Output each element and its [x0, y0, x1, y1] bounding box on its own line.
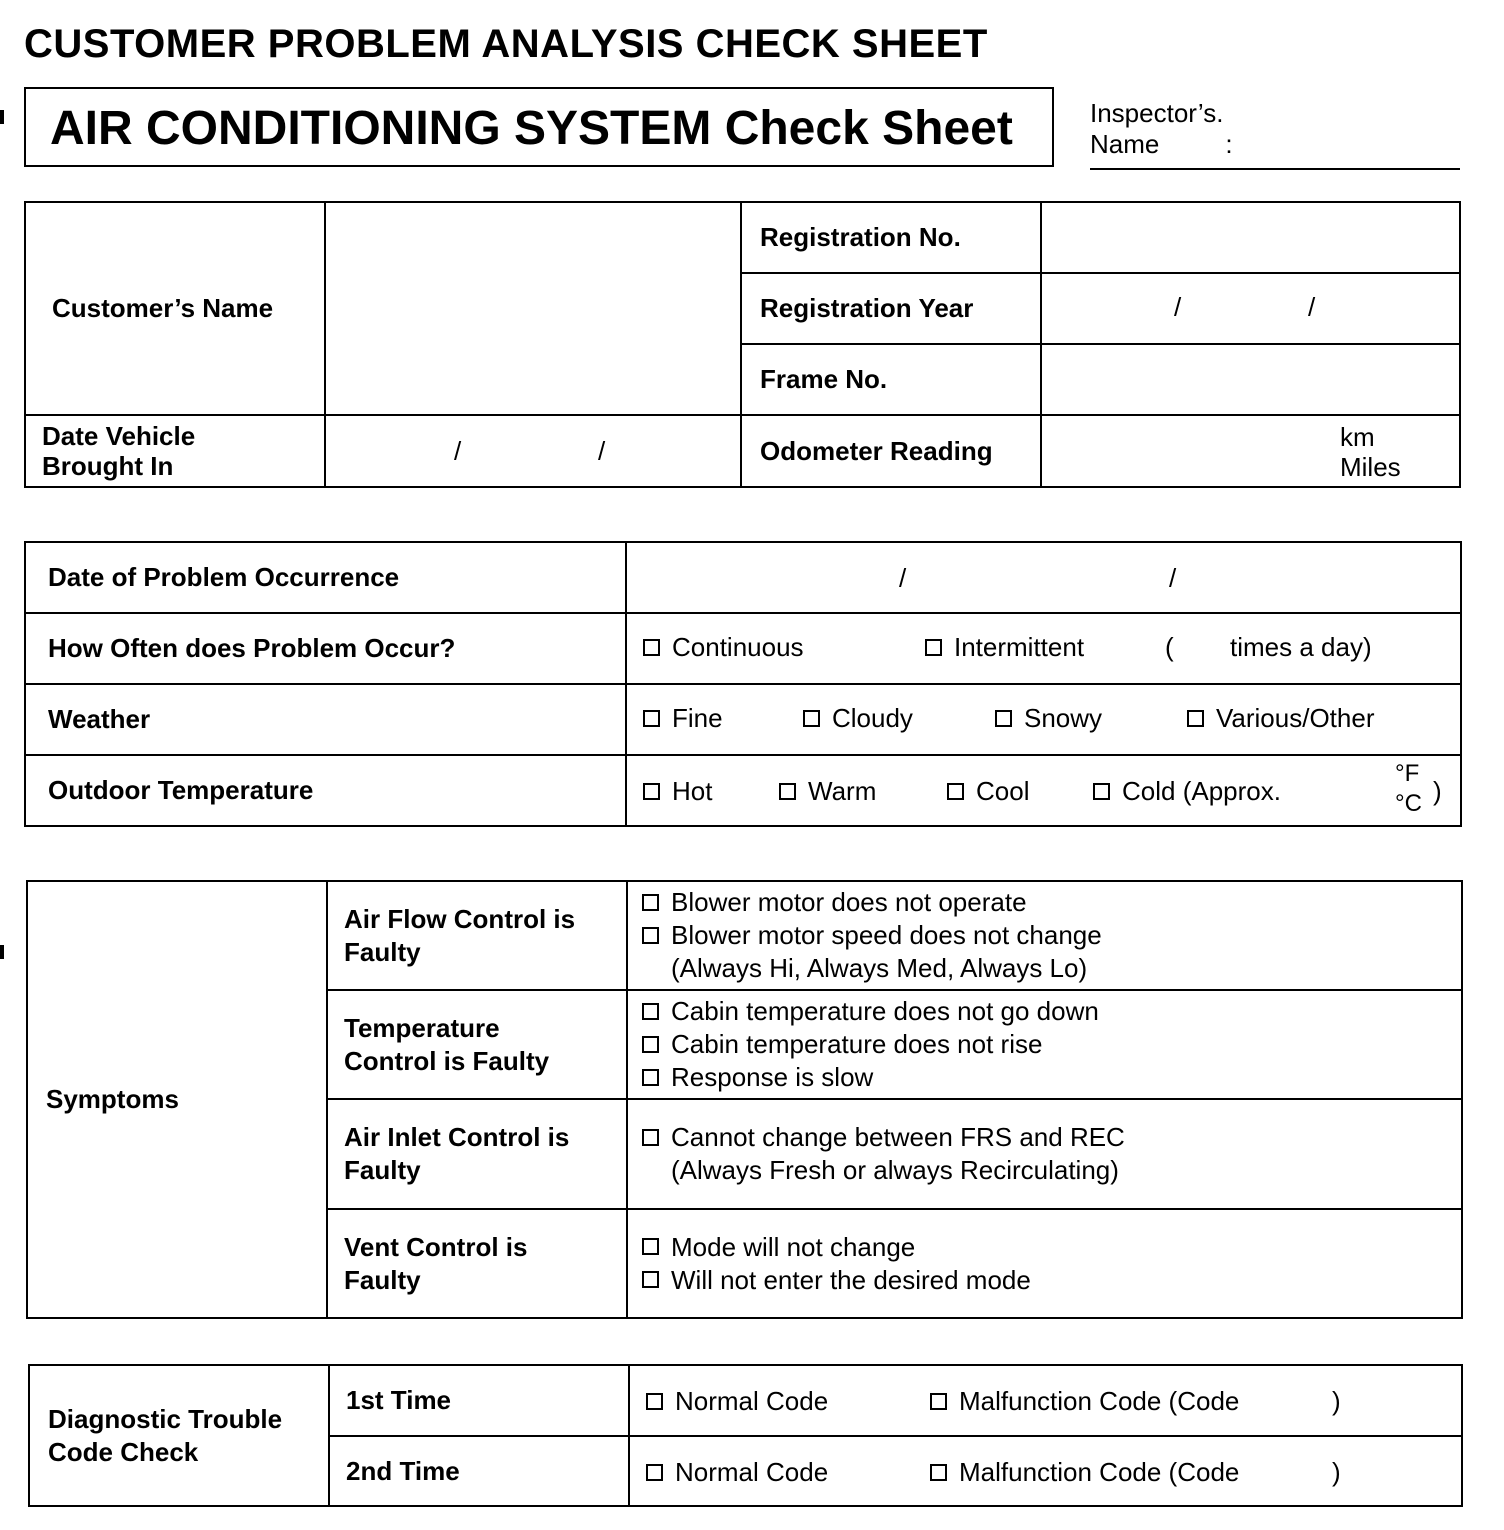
checkbox[interactable]	[930, 1393, 947, 1410]
option-label: Malfunction Code (Code	[959, 1457, 1240, 1487]
option-label: Warm	[808, 776, 877, 806]
weather-options	[626, 684, 1461, 755]
times-a-day-label: times a day)	[1230, 632, 1372, 662]
how-often-label: How Often does Problem Occur?	[25, 613, 626, 684]
option-label: Snowy	[1024, 703, 1103, 733]
option-label: Blower motor does not operate	[671, 887, 1027, 917]
option-label: Cold (Approx.	[1122, 776, 1281, 806]
weather-label: Weather	[25, 684, 626, 755]
vent-control-options	[627, 1209, 1462, 1318]
option-blower-not-operate[interactable]	[642, 886, 1461, 919]
unit-miles: Miles	[1340, 452, 1401, 482]
dtc-first-time-options	[629, 1365, 1462, 1436]
date-brought-in-label-line2: Brought In	[42, 451, 174, 481]
option-label: Cloudy	[832, 703, 913, 733]
customer-name-label: Customer’s Name	[25, 202, 325, 415]
inspector-label-line2: Name	[1090, 129, 1160, 159]
checkbox[interactable]	[642, 1036, 659, 1053]
symptoms-label: Symptoms	[27, 881, 327, 1318]
margin-tick	[0, 945, 4, 959]
group-title-line1: Air Inlet Control is	[344, 1122, 570, 1152]
date-separator: /	[899, 563, 907, 593]
dtc-label	[29, 1365, 329, 1506]
option-label: Mode will not change	[671, 1231, 916, 1262]
option-cool[interactable]	[947, 776, 1029, 807]
unit-celsius: °C	[1395, 790, 1422, 817]
option-label: Blower motor speed does not change	[671, 920, 1102, 950]
option-label: Malfunction Code (Code	[959, 1386, 1240, 1416]
group-title-line2: Faulty	[344, 936, 421, 967]
air-inlet-options	[627, 1099, 1462, 1209]
unit-km: km	[1340, 422, 1375, 452]
option-warm[interactable]	[779, 776, 876, 807]
option-label: Cannot change between FRS and REC	[671, 1122, 1125, 1152]
checkbox[interactable]	[642, 1238, 659, 1255]
times-open-paren: (	[1165, 632, 1174, 662]
dtc-label-line1: Diagnostic Trouble	[48, 1403, 283, 1434]
temperature-control-options	[627, 990, 1462, 1099]
checkbox[interactable]	[642, 1003, 659, 1020]
date-separator: /	[598, 436, 606, 466]
checkbox[interactable]	[1187, 710, 1204, 727]
checkbox[interactable]	[947, 783, 964, 800]
unit-fahrenheit: °F	[1395, 760, 1420, 787]
date-brought-in-field[interactable]	[325, 415, 741, 487]
checkbox[interactable]	[930, 1464, 947, 1481]
dtc-first-time-label: 1st Time	[329, 1365, 629, 1436]
option-blower-speed[interactable]	[642, 919, 1461, 952]
option-continuous[interactable]	[643, 632, 804, 663]
date-separator: /	[454, 436, 462, 466]
inspector-name-field[interactable]	[1090, 168, 1460, 170]
option-label: Continuous	[672, 632, 804, 662]
checkbox[interactable]	[779, 783, 796, 800]
margin-tick	[0, 110, 4, 124]
inspector-label-line2-wrap	[1090, 129, 1233, 160]
registration-no-label: Registration No.	[741, 202, 1041, 273]
date-separator: /	[1174, 292, 1182, 322]
odometer-field[interactable]	[1041, 415, 1460, 487]
frame-no-label: Frame No.	[741, 344, 1041, 415]
date-separator: /	[1169, 563, 1177, 593]
option-label: Cabin temperature does not rise	[671, 1029, 1043, 1059]
subtitle-box	[24, 87, 1054, 167]
group-title-line2: Control is Faulty	[344, 1045, 550, 1076]
option-fine[interactable]	[643, 703, 723, 734]
vehicle-info-table	[24, 201, 1461, 488]
customer-name-field[interactable]	[325, 202, 741, 415]
symptom-group-air-flow	[327, 881, 627, 990]
option-label: Normal Code	[675, 1457, 829, 1487]
close-paren: )	[1332, 1457, 1341, 1487]
group-title-line1: Vent Control is	[344, 1231, 528, 1262]
checkbox[interactable]	[642, 894, 659, 911]
checkbox[interactable]	[803, 710, 820, 727]
dtc-table	[28, 1364, 1463, 1507]
date-brought-in-label-line1: Date Vehicle	[42, 421, 196, 451]
inspector-colon: :	[1225, 129, 1233, 159]
option-cannot-change-frs-rec[interactable]	[642, 1121, 1461, 1154]
page-title: CUSTOMER PROBLEM ANALYSIS CHECK SHEET	[24, 22, 988, 66]
sheet-subtitle: AIR CONDITIONING SYSTEM Check Sheet	[50, 102, 1013, 155]
checkbox[interactable]	[643, 710, 660, 727]
checkbox[interactable]	[642, 1271, 659, 1288]
checkbox[interactable]	[925, 639, 942, 656]
dtc-label-line2: Code Check	[48, 1436, 199, 1467]
temperature-label: Outdoor Temperature	[25, 755, 626, 826]
odometer-label: Odometer Reading	[741, 415, 1041, 487]
checkbox[interactable]	[646, 1393, 663, 1410]
option-note: (Always Fresh or always Recirculating)	[671, 1155, 1119, 1185]
checkbox[interactable]	[642, 927, 659, 944]
symptom-group-temperature	[327, 990, 627, 1099]
option-intermittent[interactable]	[925, 632, 1084, 663]
option-normal-code[interactable]	[646, 1386, 828, 1417]
dtc-second-time-options	[629, 1436, 1462, 1506]
date-brought-in-label	[25, 415, 325, 487]
option-cabin-not-down[interactable]	[642, 995, 1461, 1028]
option-label: Intermittent	[954, 632, 1085, 662]
close-paren: )	[1433, 776, 1442, 806]
option-label: Fine	[672, 703, 723, 733]
option-malfunction-code[interactable]	[930, 1386, 1239, 1417]
option-label: Cabin temperature does not go down	[671, 996, 1099, 1026]
how-often-options	[626, 613, 1461, 684]
dtc-second-time-label: 2nd Time	[329, 1436, 629, 1506]
checkbox[interactable]	[642, 1069, 659, 1086]
option-cloudy[interactable]	[803, 703, 913, 734]
symptom-group-air-inlet	[327, 1099, 627, 1209]
checkbox[interactable]	[995, 710, 1012, 727]
option-mode-not-change[interactable]	[642, 1231, 1461, 1264]
option-malfunction-code[interactable]	[930, 1457, 1239, 1488]
temperature-options	[626, 755, 1461, 826]
option-normal-code[interactable]	[646, 1457, 828, 1488]
option-hot[interactable]	[643, 776, 712, 807]
option-label: Cool	[976, 776, 1030, 806]
option-not-enter-mode[interactable]	[642, 1264, 1461, 1297]
air-flow-options	[627, 881, 1462, 990]
group-title-line1: Air Flow Control is	[344, 903, 576, 934]
option-cold[interactable]	[1093, 776, 1281, 807]
checkbox[interactable]	[643, 783, 660, 800]
option-label: Various/Other	[1216, 703, 1375, 733]
group-title-line1: Temperature	[344, 1012, 500, 1043]
group-title-line2: Faulty	[344, 1155, 421, 1185]
option-label: Will not enter the desired mode	[671, 1264, 1031, 1295]
symptom-group-vent	[327, 1209, 627, 1318]
option-note: (Always Hi, Always Med, Always Lo)	[671, 953, 1088, 983]
symptoms-table	[26, 880, 1463, 1319]
checkbox[interactable]	[646, 1464, 663, 1481]
registration-year-label: Registration Year	[741, 273, 1041, 344]
checkbox[interactable]	[642, 1129, 659, 1146]
date-occurrence-field[interactable]	[626, 542, 1461, 613]
option-cabin-not-rise[interactable]	[642, 1028, 1461, 1061]
inspector-label-line1: Inspector’s.	[1090, 98, 1224, 128]
checkbox[interactable]	[643, 639, 660, 656]
date-separator: /	[1308, 292, 1316, 322]
option-label: Normal Code	[675, 1386, 829, 1416]
option-various-other[interactable]	[1187, 703, 1374, 734]
close-paren: )	[1332, 1386, 1341, 1416]
option-label: Hot	[672, 776, 713, 806]
option-label: Response is slow	[671, 1062, 874, 1092]
option-response-slow[interactable]	[642, 1061, 1461, 1094]
inspector-name-label	[1090, 98, 1233, 160]
group-title-line2: Faulty	[344, 1264, 421, 1295]
frame-no-field[interactable]	[1041, 344, 1460, 415]
option-snowy[interactable]	[995, 703, 1102, 734]
checkbox[interactable]	[1093, 783, 1110, 800]
date-occurrence-label: Date of Problem Occurrence	[25, 542, 626, 613]
registration-year-field[interactable]	[1041, 273, 1460, 344]
conditions-table	[24, 541, 1462, 827]
registration-no-field[interactable]	[1041, 202, 1460, 273]
